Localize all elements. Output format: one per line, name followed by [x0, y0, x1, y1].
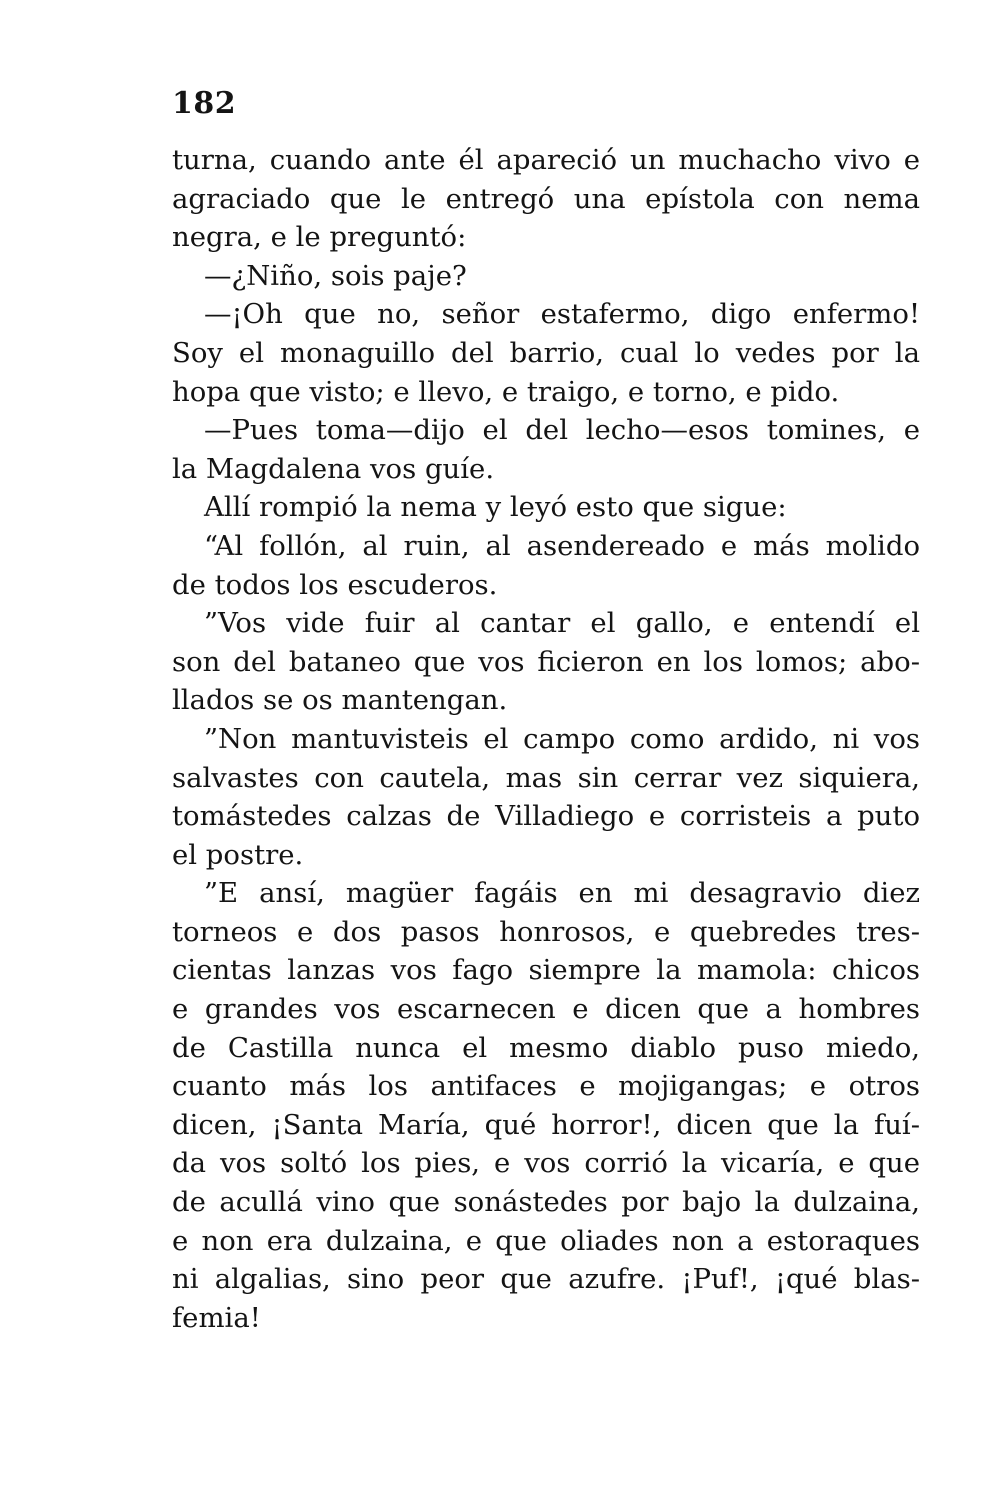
text-line: dicen, ¡Santa María, qué horror!, dicen que la fuí-	[172, 1108, 920, 1141]
text-line: son del bataneo que vos ficieron en los lomos; abo-	[172, 645, 920, 678]
text-line: cuanto más los antifaces e mojigangas; e otros	[172, 1070, 920, 1103]
text-line: e grandes vos escarnecen e dicen que a hombres	[172, 993, 920, 1026]
text-line: cientas lanzas vos fago siempre la mamola: chicos	[172, 954, 920, 987]
text-line: Soy el monaguillo del barrio, cual lo vedes por la	[172, 336, 920, 369]
text-line: —¿Niño, sois paje?	[204, 259, 467, 292]
text-line: turna, cuando ante él apareció un muchacho vivo e	[172, 144, 920, 176]
text-line: “Al follón, al ruin, al asendereado e más molido	[204, 529, 920, 562]
text-line: Allí rompió la nema y leyó esto que sigue:	[204, 491, 787, 524]
text-line: da vos soltó los pies, e vos corrió la vicaría, e que	[172, 1147, 920, 1180]
text-line: de acullá vino que sonástedes por bajo la dulzaina,	[172, 1186, 920, 1219]
text-line: salvastes con cautela, mas sin cerrar vez siquiera,	[172, 761, 920, 794]
text-line: negra, e le preguntó:	[172, 221, 467, 254]
text-line: —¡Oh que no, señor estafermo, digo enfermo!	[204, 298, 920, 331]
body-text	[172, 141, 920, 1337]
text-line: agraciado que le entregó una epístola con nema	[172, 182, 920, 215]
text-line: de Castilla nunca el mesmo diablo puso miedo,	[172, 1031, 920, 1064]
text-line: ”Vos vide fuir al cantar el gallo, e entendí el	[204, 607, 920, 640]
text-line: el postre.	[172, 838, 304, 871]
text-line: torneos e dos pasos honrosos, e quebredes tres-	[172, 915, 920, 948]
text-line: de todos los escuderos.	[172, 568, 498, 601]
text-line: tomástedes calzas de Villadiego e corristeis a puto	[172, 800, 920, 833]
page-number: 182	[172, 86, 237, 121]
text-line: ”Non mantuvisteis el campo como ardido, ni vos	[204, 722, 920, 755]
text-line: llados se os mantengan.	[172, 684, 508, 717]
text-line: femia!	[172, 1301, 261, 1334]
text-line: la Magdalena vos guíe.	[172, 452, 495, 485]
text-line: —Pues toma—dijo el del lecho—esos tomines, e	[204, 414, 920, 447]
text-line: ”E ansí, magüer fagáis en mi desagravio diez	[204, 877, 920, 910]
text-line: ni algalias, sino peor que azufre. ¡Puf!, ¡qué blas-	[172, 1263, 920, 1296]
text-line: e non era dulzaina, e que oliades non a estoraques	[172, 1224, 920, 1257]
text-line: hopa que visto; e llevo, e traigo, e torno, e pido.	[172, 375, 840, 408]
